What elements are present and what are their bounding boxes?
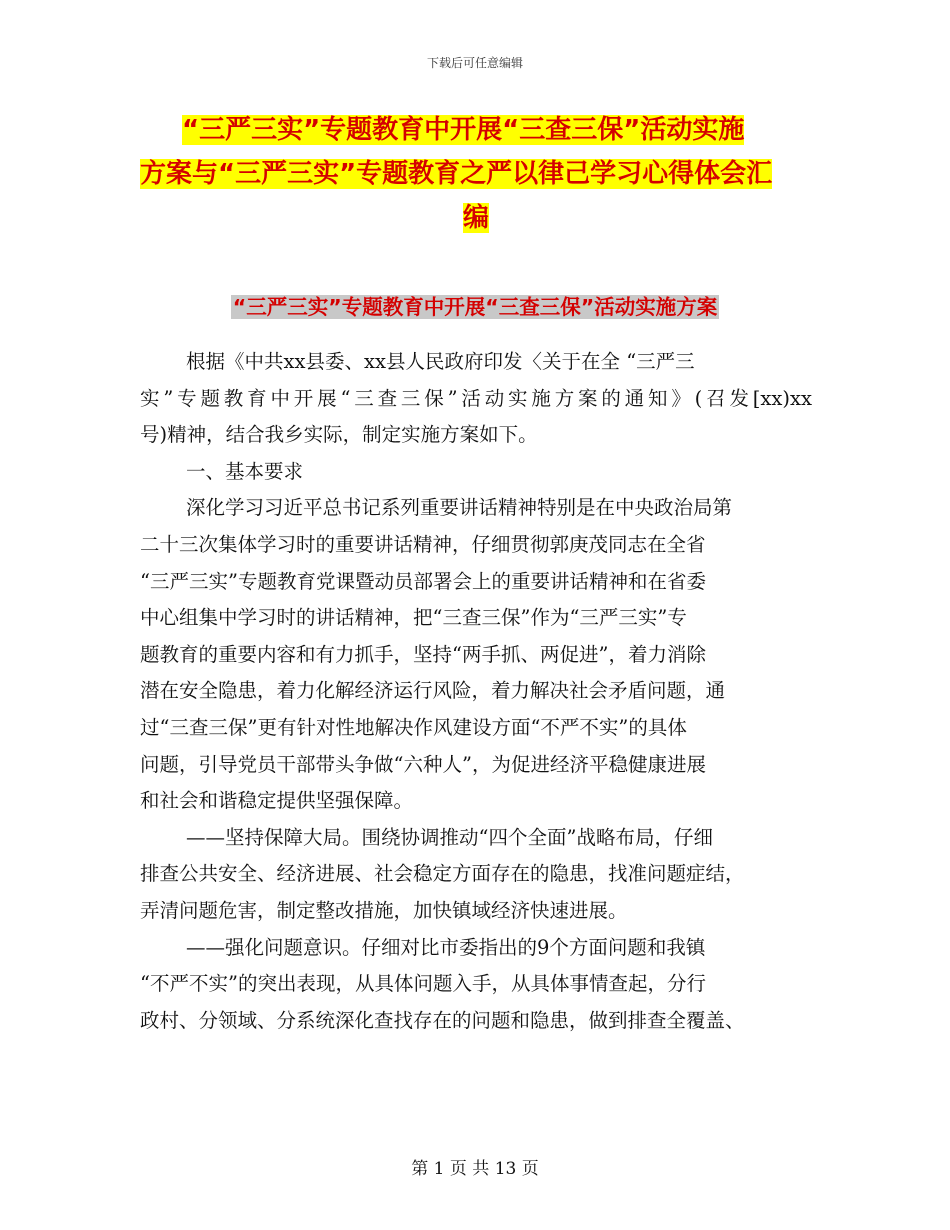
title-line-3: 编 (462, 203, 489, 233)
body-line: 过“三查三保”更有针对性地解决作风建设方面“不严不实”的具体 (140, 715, 687, 739)
document-title (140, 108, 812, 240)
body-line: 弄清问题危害，制定整改措施，加快镇域经济快速进展。 (140, 898, 628, 922)
body-line: 政村、分领域、分系统深化查找存在的问题和隐患，做到排查全覆盖、 (140, 1008, 745, 1032)
body-line: 号)精神，结合我乡实际，制定实施方案如下。 (140, 423, 538, 447)
body-line: 问题，引导党员干部带头争做“六种人”，为促进经济平稳健康进展 (140, 752, 706, 776)
page-footer: 第 1 页 共 13 页 (411, 1159, 539, 1179)
title-line-1: “三严三实”专题教育中开展“三查三保”活动实施 (182, 115, 745, 145)
body-line: 深化学习习近平总书记系列重要讲话精神特别是在中央政治局第 (186, 496, 733, 520)
body-text (140, 344, 812, 1039)
body-line: 一、基本要求 (186, 459, 304, 483)
body-line: 中心组集中学习时的讲话精神，把“三查三保”作为“三严三实”专 (140, 606, 687, 630)
body-line: ——强化问题意识。仔细对比市委指出的9个方面问题和我镇 (186, 935, 706, 959)
title-line-2: 方案与“三严三实”专题教育之严以律己学习心得体会汇 (140, 159, 773, 189)
body-line: “不严不实”的突出表现，从具体问题入手，从具体事情查起，分行 (140, 972, 706, 996)
body-line: “三严三实”专题教育党课暨动员部署会上的重要讲话精神和在省委 (140, 569, 706, 593)
body-line: ——坚持保障大局。围绕协调推动“四个全面”战略布局，仔细 (186, 825, 713, 849)
body-line: 根据《中共xx县委、xx县人民政府印发〈关于在全 “三严三 (186, 350, 695, 373)
body-line: 潜在安全隐患，着力化解经济运行风险，着力解决社会矛盾问题，通 (140, 679, 726, 703)
body-line: 题教育的重要内容和有力抓手，坚持“两手抓、两促进”，着力消除 (140, 642, 706, 666)
body-line: 实”专题教育中开展“三查三保”活动实施方案的通知》(召发[xx)xx (140, 386, 812, 410)
header-note: 下载后可任意编辑 (426, 56, 523, 70)
body-line: 二十三次集体学习时的重要讲话精神，仔细贯彻郭庚茂同志在全省 (140, 532, 706, 556)
section-title: “三严三实”专题教育中开展“三查三保”活动实施方案 (232, 295, 718, 319)
body-line: 排查公共安全、经济进展、社会稳定方面存在的隐患，找准问题症结， (140, 862, 745, 886)
body-line: 和社会和谐稳定提供坚强保障。 (140, 789, 414, 813)
